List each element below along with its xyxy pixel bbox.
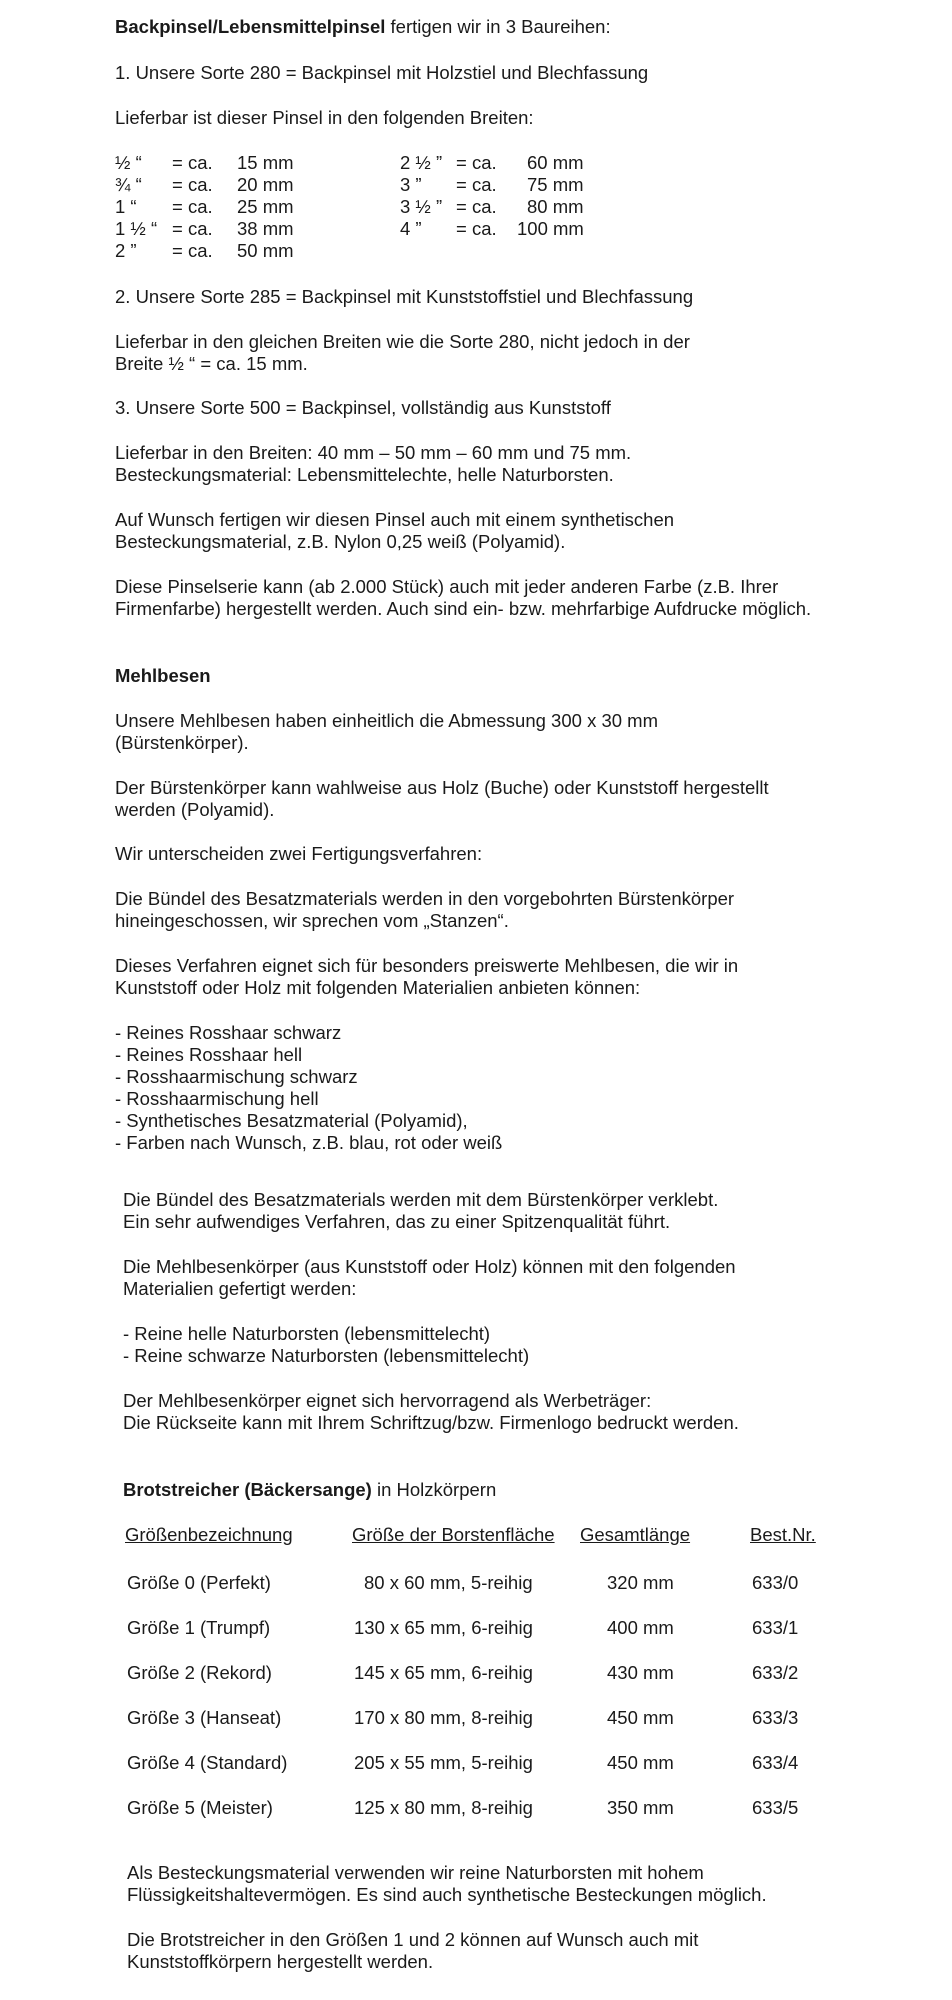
- mehlbesen-title: Mehlbesen: [115, 665, 211, 686]
- mehlbesen-p2-line: werden (Polyamid).: [115, 799, 275, 820]
- cell-bestnr: 633/3: [752, 1707, 799, 1728]
- mehlbesen-p8-line: Der Mehlbesenkörper eignet sich hervorragend als Werbeträger:: [123, 1390, 652, 1411]
- list-item: - Reines Rosshaar hell: [115, 1044, 303, 1065]
- cell-gesamtlaenge: 350 mm: [607, 1797, 674, 1818]
- sorte280-heading: 1. Unsere Sorte 280 = Backpinsel mit Holzstiel und Blechfassung: [115, 62, 649, 83]
- brotstreicher-title-rest: in Holzkörpern: [371, 1479, 497, 1500]
- cell-borstenflaeche: 125 x 80 mm, 8-reihig: [354, 1797, 533, 1818]
- cell-borstenflaeche: 80 x 60 mm, 5-reihig: [364, 1572, 533, 1593]
- brotstreicher-p1-line: Flüssigkeitshaltevermögen. Es sind auch synthetische Besteckungen möglich.: [127, 1884, 767, 1905]
- backpinsel-title-rest: fertigen wir in 3 Baureihen:: [385, 16, 611, 37]
- mehlbesen-p4-line: hineingeschossen, wir sprechen vom „Stanzen“.: [115, 910, 509, 931]
- width-size: 1 ½ “: [115, 218, 158, 239]
- header-bestnr: Best.Nr.: [750, 1524, 816, 1545]
- mehlbesen-p7-line: Materialien gefertigt werden:: [123, 1278, 357, 1299]
- width-size: 2 ½ ”: [400, 152, 443, 173]
- width-mm: 75 mm: [527, 174, 584, 195]
- mehlbesen-p7-line: Die Mehlbesenkörper (aus Kunststoff oder Holz) können mit den folgenden: [123, 1256, 736, 1277]
- list-item: - Reine schwarze Naturborsten (lebensmittelecht): [123, 1345, 530, 1366]
- cell-size-name: Größe 4 (Standard): [127, 1752, 288, 1773]
- cell-size-name: Größe 0 (Perfekt): [127, 1572, 271, 1593]
- width-mm: 100 mm: [517, 218, 584, 239]
- cell-size-name: Größe 3 (Hanseat): [127, 1707, 282, 1728]
- sorte285-text-line: Breite ½ “ = ca. 15 mm.: [115, 353, 308, 374]
- backpinsel-title: [115, 16, 611, 38]
- cell-borstenflaeche: 170 x 80 mm, 8-reihig: [354, 1707, 533, 1728]
- backpinsel-title-bold: Backpinsel/Lebensmittelpinsel: [115, 16, 386, 37]
- width-size: 4 ”: [400, 218, 422, 239]
- cell-size-name: Größe 2 (Rekord): [127, 1662, 272, 1683]
- mehlbesen-p5-line: Dieses Verfahren eignet sich für besonders preiswerte Mehlbesen, die wir in: [115, 955, 739, 976]
- cell-gesamtlaenge: 450 mm: [607, 1707, 674, 1728]
- brotstreicher-p2-line: Kunststoffkörpern hergestellt werden.: [127, 1951, 434, 1972]
- mehlbesen-p4-line: Die Bündel des Besatzmaterials werden in den vorgebohrten Bürstenkörper: [115, 888, 735, 909]
- cell-gesamtlaenge: 320 mm: [607, 1572, 674, 1593]
- header-groessenbezeichnung: Größenbezeichnung: [125, 1524, 293, 1545]
- width-mm: 80 mm: [527, 196, 584, 217]
- width-mm: 25 mm: [237, 196, 294, 217]
- mehlbesen-p1-line: Unsere Mehlbesen haben einheitlich die Abmessung 300 x 30 mm: [115, 710, 658, 731]
- brotstreicher-p2-line: Die Brotstreicher in den Größen 1 und 2 können auf Wunsch auch mit: [127, 1929, 699, 1950]
- list-item: - Reines Rosshaar schwarz: [115, 1022, 342, 1043]
- cell-borstenflaeche: 145 x 65 mm, 6-reihig: [354, 1662, 533, 1683]
- width-eq: = ca.: [456, 196, 497, 217]
- width-mm: 38 mm: [237, 218, 294, 239]
- width-eq: = ca.: [172, 152, 213, 173]
- brotstreicher-title: [123, 1479, 496, 1501]
- width-mm: 15 mm: [237, 152, 294, 173]
- cell-gesamtlaenge: 400 mm: [607, 1617, 674, 1638]
- mehlbesen-p6-line: Ein sehr aufwendiges Verfahren, das zu einer Spitzenqualität führt.: [123, 1211, 671, 1232]
- mehlbesen-p5-line: Kunststoff oder Holz mit folgenden Materialien anbieten können:: [115, 977, 641, 998]
- list-item: - Reine helle Naturborsten (lebensmittelecht): [123, 1323, 491, 1344]
- wunsch-text-line: Besteckungsmaterial, z.B. Nylon 0,25 weiß (Polyamid).: [115, 531, 566, 552]
- cell-borstenflaeche: 130 x 65 mm, 6-reihig: [354, 1617, 533, 1638]
- cell-gesamtlaenge: 430 mm: [607, 1662, 674, 1683]
- width-eq: = ca.: [172, 196, 213, 217]
- width-eq: = ca.: [172, 174, 213, 195]
- width-eq: = ca.: [456, 218, 497, 239]
- width-size: 1 “: [115, 196, 137, 217]
- width-size: ¾ “: [115, 174, 142, 195]
- mehlbesen-p3-line: Wir unterscheiden zwei Fertigungsverfahren:: [115, 843, 483, 864]
- sorte500-text-line: Lieferbar in den Breiten: 40 mm – 50 mm – 60 mm und 75 mm.: [115, 442, 632, 463]
- widths-intro: Lieferbar ist dieser Pinsel in den folgenden Breiten:: [115, 107, 534, 128]
- width-size: 3 ½ ”: [400, 196, 443, 217]
- width-eq: = ca.: [172, 218, 213, 239]
- width-eq: = ca.: [172, 240, 213, 261]
- serie-text-line: Diese Pinselserie kann (ab 2.000 Stück) auch mit jeder anderen Farbe (z.B. Ihrer: [115, 576, 779, 597]
- header-borstenflaeche: Größe der Borstenfläche: [352, 1524, 555, 1545]
- cell-bestnr: 633/0: [752, 1572, 799, 1593]
- cell-bestnr: 633/4: [752, 1752, 799, 1773]
- cell-gesamtlaenge: 450 mm: [607, 1752, 674, 1773]
- list-item: - Synthetisches Besatzmaterial (Polyamid),: [115, 1110, 468, 1131]
- sorte500-text-line: Besteckungsmaterial: Lebensmittelechte, helle Naturborsten.: [115, 464, 614, 485]
- cell-borstenflaeche: 205 x 55 mm, 5-reihig: [354, 1752, 533, 1773]
- list-item: - Farben nach Wunsch, z.B. blau, rot oder weiß: [115, 1132, 503, 1153]
- mehlbesen-p6-line: Die Bündel des Besatzmaterials werden mit dem Bürstenkörper verklebt.: [123, 1189, 719, 1210]
- list-item: - Rosshaarmischung hell: [115, 1088, 319, 1109]
- width-eq: = ca.: [456, 174, 497, 195]
- width-mm: 60 mm: [527, 152, 584, 173]
- sorte285-heading: 2. Unsere Sorte 285 = Backpinsel mit Kunststoffstiel und Blechfassung: [115, 286, 694, 307]
- cell-size-name: Größe 1 (Trumpf): [127, 1617, 271, 1638]
- mehlbesen-p8-line: Die Rückseite kann mit Ihrem Schriftzug/bzw. Firmenlogo bedruckt werden.: [123, 1412, 739, 1433]
- width-size: 3 ”: [400, 174, 422, 195]
- cell-size-name: Größe 5 (Meister): [127, 1797, 273, 1818]
- brotstreicher-title-bold: Brotstreicher (Bäckersange): [123, 1479, 372, 1500]
- cell-bestnr: 633/1: [752, 1617, 799, 1638]
- width-mm: 20 mm: [237, 174, 294, 195]
- width-size: 2 ”: [115, 240, 137, 261]
- cell-bestnr: 633/5: [752, 1797, 799, 1818]
- brotstreicher-p1-line: Als Besteckungsmaterial verwenden wir reine Naturborsten mit hohem: [127, 1862, 704, 1883]
- sorte285-text-line: Lieferbar in den gleichen Breiten wie die Sorte 280, nicht jedoch in der: [115, 331, 690, 352]
- sorte500-heading: 3. Unsere Sorte 500 = Backpinsel, vollständig aus Kunststoff: [115, 397, 611, 418]
- mehlbesen-p1-line: (Bürstenkörper).: [115, 732, 249, 753]
- list-item: - Rosshaarmischung schwarz: [115, 1066, 358, 1087]
- cell-bestnr: 633/2: [752, 1662, 799, 1683]
- header-gesamtlaenge: Gesamtlänge: [580, 1524, 691, 1545]
- width-eq: = ca.: [456, 152, 497, 173]
- serie-text-line: Firmenfarbe) hergestellt werden. Auch sind ein- bzw. mehrfarbige Aufdrucke möglich.: [115, 598, 812, 619]
- width-mm: 50 mm: [237, 240, 294, 261]
- width-size: ½ “: [115, 152, 142, 173]
- mehlbesen-p2-line: Der Bürstenkörper kann wahlweise aus Holz (Buche) oder Kunststoff hergestellt: [115, 777, 769, 798]
- wunsch-text-line: Auf Wunsch fertigen wir diesen Pinsel auch mit einem synthetischen: [115, 509, 675, 530]
